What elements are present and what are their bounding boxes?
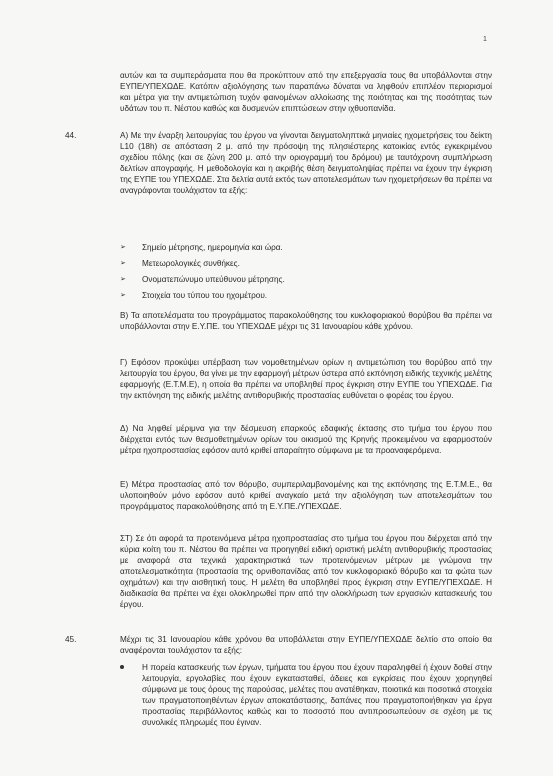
list-item-text: Μετεωρολογικές συνθήκες. (142, 259, 240, 268)
arrow-bullet-icon: ➢ (120, 276, 126, 283)
arrow-bullet-icon: ➢ (120, 244, 126, 251)
measurement-fields-list (120, 242, 492, 301)
item-44-a-text: Α) Με την έναρξη λειτουργίας του έργου να γίνονται δειγματοληπτικά μηνιαίες ηχομετρήσεις του δείκτη L10 (18h) σε απόσταση 2 μ. από την πρόσοψη της πλησιέστερης κατοικίας εντός εγκεκριμένου σχεδίου πόλης (και σε ζώνη 200 μ. από την οριογραμμή του δρόμου) με ταυτόχρονη συμπλήρωση δελτίων απογραφής. Η μεθοδολογία και η ακριβής θέση δειγματοληψίας πρέπει να έχουν την έγκριση της ΕΥΠΕ του ΥΠΕΧΩΔΕ. Στα δελτία αυτά εκτός των αποτελεσμάτων των ηχομετρήσεων θα πρέπει να αναγράφονται τουλάχιστον τα εξής: (120, 131, 492, 195)
list-item-text: Στοιχεία του τύπου του ηχομέτρου. (142, 291, 268, 300)
item-45-number: 45. (65, 635, 77, 644)
list-item (120, 274, 492, 285)
item-45-text: Μέχρι τις 31 Ιανουαρίου κάθε χρόνου θα υποβάλλεται στην ΕΥΠΕ/ΥΠΕΧΩΔΕ δελτίο στο οποίο θα αναφέρονται τουλάχιστον τα εξής: (120, 635, 492, 655)
arrow-bullet-icon: ➢ (120, 292, 126, 299)
item-44-b (120, 310, 492, 332)
list-item (120, 662, 492, 728)
item-44-d (120, 423, 492, 456)
item-44-b-text: Β) Τα αποτελέσματα του προγράμματος παρακολούθησης του κυκλοφοριακού θορύβου θα πρέπει να υποβάλλονται στην Ε.Υ.ΠΕ. του ΥΠΕΧΩΔΕ μέχρι τις 31 Ιανουαρίου κάθε χρόνου. (120, 311, 492, 331)
list-item-text: Σημείο μέτρησης, ημερομηνία και ώρα. (142, 243, 283, 252)
list-item-text: Ονοματεπώνυμο υπεύθυνου μέτρησης. (142, 275, 285, 284)
item-44-number: 44. (65, 131, 77, 140)
item-44-g-text: Γ) Εφόσον προκύψει υπέρβαση των νομοθετημένων ορίων η αντιμετώπιση του θορύβου από την λειτουργία του έργου, θα γίνει με την εφαρμογή μέτρων ύστερα από εκπόνηση ειδικής τεχνικής μελέτης εφαρμογής (Ε.Τ.Μ.Ε), η οποία θα πρέπει να υποβληθεί προς έγκριση στην ΕΥΠΕ του ΥΠΕΧΩΔΕ. Για την εκπόνηση της ειδικής μελέτης αντιθορυβικής προστασίας ευθύνεται ο φορέας του έργου. (120, 358, 492, 400)
list-item (120, 290, 492, 301)
item-44-a (120, 130, 492, 196)
page-number: 1 (483, 36, 487, 43)
item-44-st-text: ΣΤ) Σε ότι αφορά τα προτεινόμενα μέτρα ηχοπροστασίας στο τμήμα του έργου που διέρχεται από την κύρια κοίτη του π. Νέστου θα πρέπει να προηγηθεί ειδική οριστική μελέτη αντιθορυβικής προστασίας με αναφορά στα τεχνικά χαρακτηριστικά των προτεινόμενων μέτρων με γνώμονα την αποτελεσματικότητα (προστασία της ορνιθοπανίδας από τον κυκλοφοριακό θόρυβο και τα φώτα των οχημάτων) και την αισθητική τους. Η μελέτη θα υποβληθεί προς έγκριση στην ΕΥΠΕ/ΥΠΕΧΩΔΕ. Η διαδικασία θα πρέπει να έχει ολοκληρωθεί πριν από την ολοκλήρωση των εργασιών κατασκευής του έργου. (120, 534, 492, 609)
item-45 (120, 634, 492, 656)
item-44-bullets (120, 242, 492, 301)
list-item (120, 258, 492, 269)
bullet-dot-icon (120, 665, 124, 669)
intro-paragraph (120, 70, 492, 114)
intro-text: αυτών και τα συμπεράσματα που θα προκύπτουν από την επεξεργασία τους θα υποβάλλονται στην ΕΥΠΕ/ΥΠΕΧΩΔΕ. Κατόπιν αξιολόγησης των παραπάνω δύναται να ληφθούν επιπλέον περιορισμοί και μέτρα για την αντιμετώπιση τυχόν φαινομένων αλλοίωσης της ποιότητας και της ποσότητας των υδάτων του π. Νέστου καθώς και δυσμενών επιπτώσεων στην ιχθυοπανίδα. (120, 71, 492, 113)
report-contents-list (120, 662, 492, 728)
item-44-d-text: Δ) Να ληφθεί μέριμνα για την δέσμευση επαρκούς εδαφικής έκτασης στο τμήμα του έργου που διέρχεται εντός των θεσμοθετημένων ορίων του οικισμού της Κρηνής προκειμένου να εφαρμοστούν μέτρα ηχοπροστασίας εφόσον αυτό κριθεί απαραίτητο σύμφωνα με τα προαναφερόμενα. (120, 424, 492, 455)
arrow-bullet-icon: ➢ (120, 260, 126, 267)
item-44-e-text: Ε) Μέτρα προστασίας από τον θόρυβο, συμπεριλαμβανομένης και της εκπόνησης της Ε.Τ.Μ.Ε., θα υλοποιηθούν μόνο εφόσον αυτό κριθεί αναγκαίο μετά την αξιολόγηση των αποτελεσμάτων του προγράμματος παρακολούθησης από τη Ε.Υ.ΠΕ./ΥΠΕΧΩΔΕ. (120, 480, 492, 511)
list-item-text: Η πορεία κατασκευής των έργων, τμήματα του έργου που έχουν παραληφθεί ή έχουν δοθεί στην λειτουργία, εργολαβίες που έχουν εγκατασταθεί, άδειες και εγκρίσεις που έχουν χορηγηθεί σύμφωνα με τους όρους της παρούσας, μελέτες που ανατέθηκαν, ποιοτικά και ποσοτικά στοιχεία των πραγματοποιηθέντων έργων αποκατάστασης, δαπάνες που πραγματοποιήθηκαν για έργα προστασίας περιβάλλοντος καθώς και το ποσοστό που αντιπροσωπεύουν σε σχέση με τις συνολικές πληρωμές που έγιναν. (142, 663, 492, 727)
item-44-st (120, 533, 492, 610)
item-44-e (120, 479, 492, 512)
list-item (120, 242, 492, 253)
item-45-bullets (120, 662, 492, 728)
item-44-g (120, 357, 492, 401)
